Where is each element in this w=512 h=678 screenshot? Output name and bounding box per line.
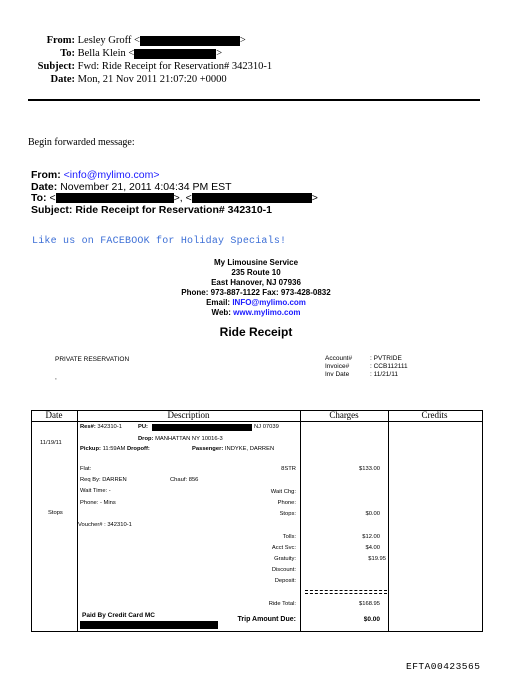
- pickup-value: 11:59AM: [102, 446, 126, 452]
- passenger-value: INDYKE, DARREN: [224, 446, 275, 452]
- begin-forwarded: Begin forwarded message:: [28, 137, 135, 148]
- phone-value: - Mins: [100, 500, 116, 506]
- redaction-bar: [134, 49, 216, 59]
- col-header-credits: Credits: [421, 410, 448, 420]
- acctsvc-amount: $4.00: [365, 545, 380, 551]
- discount-label: Discount:: [271, 567, 296, 573]
- invoice-info: [325, 355, 408, 379]
- date-label: Date:: [50, 74, 75, 85]
- promo-text: Like us on FACEBOOK for Holiday Specials!: [32, 236, 287, 247]
- account-type: PRIVATE RESERVATION: [55, 356, 130, 363]
- redaction-bar: [140, 36, 240, 46]
- subject-value: Fwd: Ride Receipt for Reservation# 342310-1: [77, 61, 273, 72]
- company-address1: 235 Route 10: [231, 268, 281, 277]
- receipt-title: Ride Receipt: [219, 325, 293, 339]
- subject-label: Subject:: [37, 61, 75, 72]
- bracket: >, <: [173, 192, 192, 204]
- flat-amount: $133.00: [359, 466, 380, 472]
- drop-value: MANHATTAN NY 10016-3: [155, 436, 223, 442]
- redaction-bar: [56, 193, 174, 203]
- stops-label: Stops:: [279, 511, 296, 517]
- fwd-subject-value: Ride Receipt for Reservation# 342310-1: [75, 203, 273, 216]
- company-name: My Limousine Service: [213, 258, 299, 267]
- phone2-label: Phone:: [277, 500, 296, 506]
- stops-amount: $0.00: [365, 511, 380, 517]
- total-rule: [305, 593, 387, 595]
- flat-code: 8STR: [281, 466, 296, 472]
- account-label: Account#: [325, 355, 353, 362]
- tolls-label: Tolls:: [282, 534, 296, 540]
- account-value: : PVTRIDE: [370, 355, 402, 362]
- col-divider: [300, 410, 301, 631]
- company-block: [150, 258, 362, 318]
- reqby-label: Req By:: [80, 477, 101, 483]
- deposit-label: Deposit:: [274, 578, 296, 584]
- invdate-value: : 11/21/11: [370, 371, 398, 378]
- pu-label: PU:: [138, 424, 148, 430]
- acctsvc-label: Acct Svc:: [271, 545, 296, 551]
- col-header-description: Description: [167, 410, 210, 420]
- waittime-value: -: [108, 488, 111, 494]
- voucher: Voucher# : 342310-1: [78, 522, 132, 528]
- table-header-rule: [31, 421, 482, 422]
- res-value: 342310-1: [97, 424, 122, 430]
- to-label: To:: [60, 48, 75, 59]
- bracket: >: [216, 48, 223, 59]
- col-header-date: Date: [45, 410, 63, 420]
- date-value: Mon, 21 Nov 2011 21:07:20 +0000: [77, 74, 227, 85]
- footer-id: EFTA00423565: [406, 661, 481, 672]
- redaction-bar: [80, 621, 218, 629]
- to-value: Bella Klein <: [77, 48, 135, 59]
- bracket: >: [239, 35, 246, 46]
- waittime-label: Wait Time:: [80, 488, 108, 494]
- paid-by: Paid By Credit Card MC: [82, 612, 155, 619]
- fwd-from-email-link[interactable]: <info@mylimo.com>: [63, 169, 160, 181]
- total-rule: [305, 590, 387, 592]
- drop-label: Drop:: [138, 436, 154, 442]
- gratuity-label: Gratuity:: [274, 556, 296, 562]
- ride-date: 11/19/11: [40, 440, 62, 446]
- redaction-bar: [152, 424, 252, 431]
- fwd-to-label: To:: [31, 192, 47, 204]
- ridetotal-amount: $168.95: [359, 601, 380, 607]
- dropoff-label: Dropoff:: [126, 446, 150, 452]
- tripdue-label: Trip Amount Due:: [237, 616, 296, 623]
- from-label: From:: [46, 35, 75, 46]
- forwarded-header: [31, 170, 318, 216]
- col-divider: [77, 410, 78, 631]
- res-label: Res#:: [80, 424, 96, 430]
- bracket: <: [49, 192, 56, 204]
- fwd-subject-label: Subject:: [31, 203, 73, 216]
- chauf-label: Chauf:: [170, 477, 188, 483]
- bracket: >: [311, 192, 318, 204]
- stops-left-label: Stops: [48, 510, 63, 516]
- col-divider: [388, 410, 389, 631]
- company-email-link[interactable]: INFO@mylimo.com: [232, 298, 306, 307]
- company-web-label: Web:: [211, 308, 234, 317]
- receipt-table: [31, 410, 483, 632]
- invdate-label: Inv Date: [325, 371, 350, 378]
- flat-label: Flat:: [80, 466, 92, 472]
- fwd-date-value: November 21, 2011 4:04:34 PM EST: [60, 180, 232, 193]
- tripdue-amount: $0.00: [363, 616, 380, 623]
- company-address2: East Hanover, NJ 07936: [211, 278, 301, 287]
- phone-label: Phone:: [80, 500, 99, 506]
- invoice-label: Invoice#: [325, 363, 350, 370]
- account-comma: ,: [55, 374, 57, 381]
- pu-value: NJ 07039: [254, 424, 279, 430]
- ridetotal-label: Ride Total:: [268, 601, 296, 607]
- invoice-value: : CCB112111: [370, 363, 408, 370]
- header-divider: [28, 99, 480, 101]
- gratuity-amount: $19.95: [368, 556, 386, 562]
- pickup-label: Pickup:: [80, 446, 101, 452]
- from-value: Lesley Groff <: [77, 35, 140, 46]
- company-email-label: Email:: [206, 298, 233, 307]
- chauf-value: 856: [188, 477, 199, 483]
- fwd-date-label: Date:: [31, 180, 58, 193]
- company-web-link[interactable]: www.mylimo.com: [233, 308, 301, 317]
- redaction-bar: [192, 193, 312, 203]
- col-header-charges: Charges: [329, 410, 359, 420]
- email-header: [20, 34, 272, 86]
- waitchg-label: Wait Chg:: [270, 489, 296, 495]
- company-phone: Phone: 973-887-1122 Fax: 973-428-0832: [181, 288, 331, 297]
- reqby-value: DARREN: [102, 477, 127, 483]
- passenger-label: Passenger:: [192, 446, 224, 452]
- fwd-from-label: From:: [31, 169, 61, 181]
- tolls-amount: $12.00: [362, 534, 380, 540]
